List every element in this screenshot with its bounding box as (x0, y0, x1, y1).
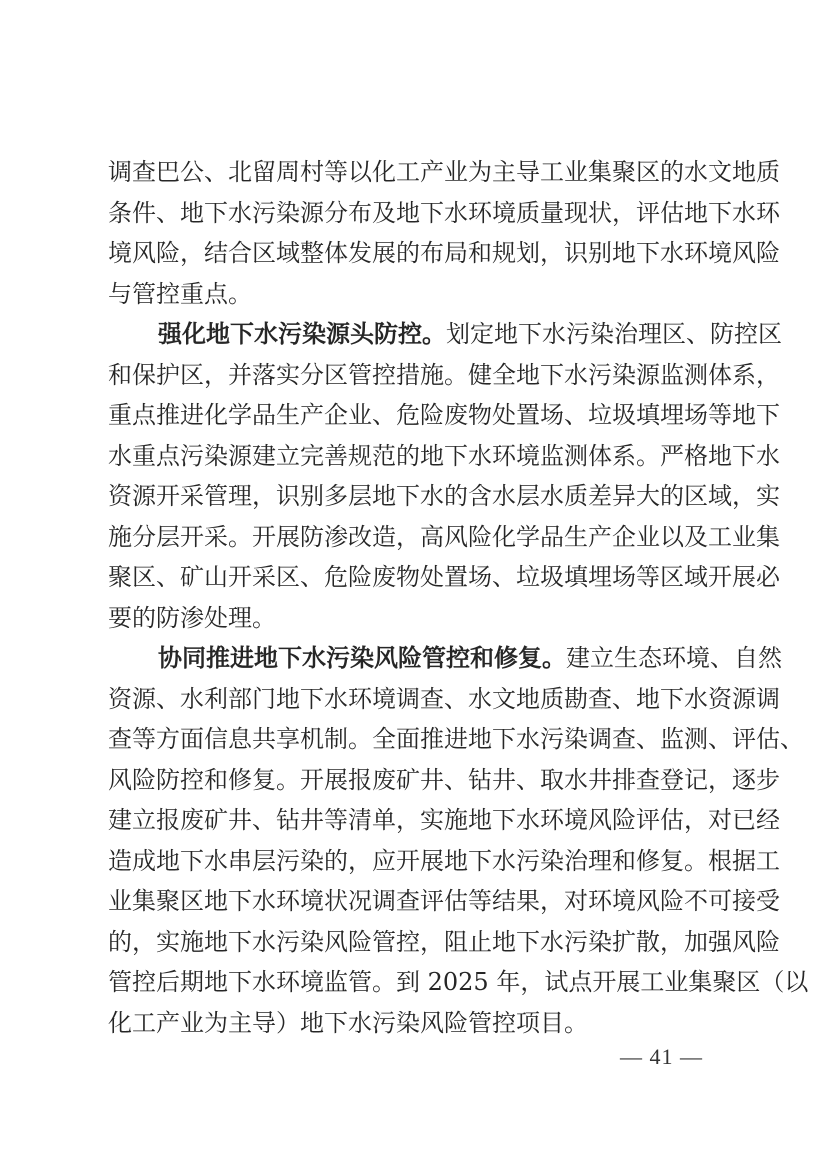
text-line: 查等方面信息共享机制。全面推进地下水污染调查、监测、评估、 (108, 725, 804, 753)
text-line: 境风险，结合区域整体发展的布局和规划，识别地下水环境风险 (108, 239, 780, 267)
paragraph-first-line (108, 314, 782, 355)
paragraph-first-line (108, 638, 782, 679)
text-line: 风险防控和修复。开展报废矿井、钻井、取水井排查登记，逐步 (108, 765, 780, 794)
text-line: 施分层开采。开展防渗改造，高风险化学品生产企业以及工业集 (108, 522, 780, 551)
text-line: 造成地下水串层污染的，应开展地下水污染治理和修复。根据工 (108, 846, 780, 875)
text-line: 业集聚区地下水环境状况调查评估等结果，对环境风险不可接受 (108, 887, 780, 915)
paragraph-heading: 强化地下水污染源头防控。 (158, 319, 446, 348)
text-line: 管控后期地下水环境监管。到 2025 年，试点开展工业集聚区（以 (108, 968, 809, 996)
paragraph (108, 638, 809, 1043)
text-line: 重点推进化学品生产企业、危险废物处置场、垃圾填埋场等地下 (108, 401, 780, 429)
text-line: 条件、地下水污染源分布及地下水环境质量现状，评估地下水环 (108, 198, 780, 227)
text-line: 要的防渗处理。 (108, 603, 276, 632)
text-line: 与管控重点。 (108, 279, 252, 308)
text-line: 资源、水利部门地下水环境调查、水文地质勘查、地下水资源调 (108, 684, 780, 713)
paragraph-text: 建立生态环境、自然 (566, 644, 782, 672)
text-line: 资源开采管理，识别多层地下水的含水层水质差异大的区域，实 (108, 482, 780, 510)
text-line: 调查巴公、北留周村等以化工产业为主导工业集聚区的水文地质 (108, 158, 780, 186)
text-line: 水重点污染源建立完善规范的地下水环境监测体系。严格地下水 (108, 441, 780, 470)
paragraph-heading: 协同推进地下水污染风险管控和修复。 (158, 643, 566, 672)
text-line: 和保护区，并落实分区管控措施。健全地下水污染源监测体系， (108, 360, 780, 389)
text-line: 的，实施地下水污染风险管控，阻止地下水污染扩散，加强风险 (108, 927, 780, 956)
paragraph-text: 划定地下水污染治理区、防控区 (446, 320, 782, 348)
paragraph (108, 314, 782, 638)
text-line: 聚区、矿山开采区、危险废物处置场、垃圾填埋场等区域开展必 (108, 563, 780, 591)
paragraph (108, 152, 780, 314)
text-line: 化工产业为主导）地下水污染风险管控项目。 (108, 1008, 588, 1037)
page-number: — 41 — (620, 1044, 703, 1069)
text-line: 建立报废矿井、钻井等清单，实施地下水环境风险评估，对已经 (108, 806, 780, 834)
document-body (108, 152, 809, 1043)
